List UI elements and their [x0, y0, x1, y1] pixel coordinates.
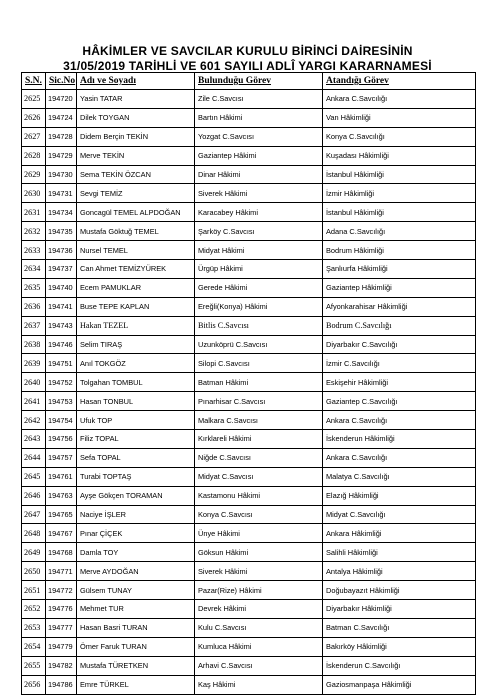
row-sicno: 194761: [46, 467, 77, 486]
row-sicno: 194731: [46, 184, 77, 203]
row-sicno: 194757: [46, 448, 77, 467]
row-sn: 2652: [22, 600, 46, 619]
appointments-table: [21, 72, 476, 695]
row-assigned-post: İskenderun C.Savcılığı: [323, 656, 476, 675]
row-current-post: Yozgat C.Savcısı: [195, 127, 323, 146]
row-name: Filiz TOPAL: [77, 430, 195, 449]
row-name: Ömer Faruk TURAN: [77, 637, 195, 656]
row-sicno: 194746: [46, 335, 77, 354]
row-current-post: Devrek Hâkimi: [195, 600, 323, 619]
row-sicno: 194771: [46, 562, 77, 581]
row-sn: 2649: [22, 543, 46, 562]
row-current-post: Midyat Hâkimi: [195, 241, 323, 260]
row-sn: 2633: [22, 241, 46, 260]
table-row: [22, 448, 476, 467]
row-assigned-post: Malatya C.Savcılığı: [323, 467, 476, 486]
row-name: Mehmet TUR: [77, 600, 195, 619]
row-sicno: 194765: [46, 505, 77, 524]
row-current-post: Batman Hâkimi: [195, 373, 323, 392]
row-assigned-post: İstanbul Hâkimliği: [323, 165, 476, 184]
table-row: [22, 316, 476, 335]
row-sicno: 194728: [46, 127, 77, 146]
table-row: [22, 203, 476, 222]
row-sn: 2654: [22, 637, 46, 656]
row-sn: 2627: [22, 127, 46, 146]
row-name: Turabi TOPTAŞ: [77, 467, 195, 486]
table-row: [22, 430, 476, 449]
row-sicno: 194776: [46, 600, 77, 619]
table-row: [22, 260, 476, 279]
row-current-post: Konya C.Savcısı: [195, 505, 323, 524]
row-sicno: 194782: [46, 656, 77, 675]
row-name: Yasin TATAR: [77, 90, 195, 109]
row-sicno: 194734: [46, 203, 77, 222]
row-current-post: Şarköy C.Savcısı: [195, 222, 323, 241]
row-current-post: Ereğli(Konya) Hâkimi: [195, 297, 323, 316]
row-assigned-post: Adana C.Savcılığı: [323, 222, 476, 241]
row-sn: 2655: [22, 656, 46, 675]
row-name: Buse TEPE KAPLAN: [77, 297, 195, 316]
row-assigned-post: Kuşadası Hâkimliği: [323, 146, 476, 165]
row-sn: 2644: [22, 448, 46, 467]
row-assigned-post: Afyonkarahisar Hâkimliği: [323, 297, 476, 316]
row-sn: 2650: [22, 562, 46, 581]
row-name: Emre TÜRKEL: [77, 675, 195, 694]
table-row: [22, 297, 476, 316]
row-assigned-post: Ankara C.Savcılığı: [323, 90, 476, 109]
table-row: [22, 618, 476, 637]
row-current-post: Kaş Hâkimi: [195, 675, 323, 694]
row-name: Mustafa TÜRETKEN: [77, 656, 195, 675]
row-current-post: Kumluca Hâkimi: [195, 637, 323, 656]
row-current-post: Pınarhisar C.Savcısı: [195, 392, 323, 411]
row-sn: 2651: [22, 581, 46, 600]
row-current-post: Uzunköprü C.Savcısı: [195, 335, 323, 354]
row-sicno: 194779: [46, 637, 77, 656]
row-assigned-post: Bodrum Hâkimliği: [323, 241, 476, 260]
table-body: [22, 90, 476, 695]
row-name: Pınar ÇİÇEK: [77, 524, 195, 543]
row-assigned-post: Diyarbakır C.Savcılığı: [323, 335, 476, 354]
row-current-post: Pazar(Rize) Hâkimi: [195, 581, 323, 600]
row-name: Mustafa Göktuğ TEMEL: [77, 222, 195, 241]
row-assigned-post: Salihli Hâkimliği: [323, 543, 476, 562]
row-assigned-post: İzmir Hâkimliği: [323, 184, 476, 203]
row-sicno: 194730: [46, 165, 77, 184]
row-sn: 2626: [22, 108, 46, 127]
row-name: Ecem PAMUKLAR: [77, 278, 195, 297]
row-sicno: 194756: [46, 430, 77, 449]
row-sicno: 194754: [46, 411, 77, 430]
row-sn: 2634: [22, 260, 46, 279]
row-assigned-post: Eskişehir Hâkimliği: [323, 373, 476, 392]
title-line-1: HÂKİMLER VE SAVCILAR KURULU BİRİNCİ DAİRESİNİN: [82, 44, 413, 58]
row-name: Anıl TOKGÖZ: [77, 354, 195, 373]
table-row: [22, 637, 476, 656]
table-row: [22, 600, 476, 619]
row-current-post: Göksun Hâkimi: [195, 543, 323, 562]
table-row: [22, 146, 476, 165]
title-line-2: 31/05/2019 TARİHLİ VE 601 SAYILI ADLÎ YARGI KARARNAMESİ: [63, 59, 432, 73]
row-current-post: Gerede Hâkimi: [195, 278, 323, 297]
row-assigned-post: Gaziantep C.Savcılığı: [323, 392, 476, 411]
row-current-post: Gaziantep Hâkimi: [195, 146, 323, 165]
row-sicno: 194743: [46, 316, 77, 335]
row-sicno: 194768: [46, 543, 77, 562]
row-name: Tolgahan TOMBUL: [77, 373, 195, 392]
row-sn: 2640: [22, 373, 46, 392]
row-current-post: Malkara C.Savcısı: [195, 411, 323, 430]
header-name: Adı ve Soyadı: [77, 73, 195, 90]
row-current-post: Ürgüp Hâkimi: [195, 260, 323, 279]
row-current-post: Bartın Hâkimi: [195, 108, 323, 127]
table-row: [22, 373, 476, 392]
row-assigned-post: Bakırköy Hâkimliği: [323, 637, 476, 656]
row-assigned-post: Gaziantep Hâkimliği: [323, 278, 476, 297]
row-assigned-post: Antalya Hâkimliği: [323, 562, 476, 581]
row-sn: 2639: [22, 354, 46, 373]
row-sicno: 194737: [46, 260, 77, 279]
row-sn: 2642: [22, 411, 46, 430]
row-current-post: Ünye Hâkimi: [195, 524, 323, 543]
table-row: [22, 486, 476, 505]
row-name: Can Ahmet TEMİZYÜREK: [77, 260, 195, 279]
row-assigned-post: İzmir C.Savcılığı: [323, 354, 476, 373]
row-assigned-post: Batman C.Savcılığı: [323, 618, 476, 637]
row-name: Naciye İŞLER: [77, 505, 195, 524]
row-sn: 2629: [22, 165, 46, 184]
row-name: Didem Berçin TEKİN: [77, 127, 195, 146]
row-name: Ufuk TOP: [77, 411, 195, 430]
row-name: Hasan TONBUL: [77, 392, 195, 411]
row-sn: 2646: [22, 486, 46, 505]
table-row: [22, 222, 476, 241]
row-sn: 2625: [22, 90, 46, 109]
row-sn: 2645: [22, 467, 46, 486]
row-sicno: 194763: [46, 486, 77, 505]
table-row: [22, 184, 476, 203]
table-row: [22, 581, 476, 600]
row-sicno: 194729: [46, 146, 77, 165]
row-sn: 2630: [22, 184, 46, 203]
row-sn: 2638: [22, 335, 46, 354]
table-row: [22, 354, 476, 373]
row-assigned-post: Elazığ Hâkimliği: [323, 486, 476, 505]
row-name: Hasan Basri TURAN: [77, 618, 195, 637]
row-current-post: Arhavi C.Savcısı: [195, 656, 323, 675]
row-sn: 2647: [22, 505, 46, 524]
row-name: Goncagül TEMEL ALPDOĞAN: [77, 203, 195, 222]
table-row: [22, 543, 476, 562]
row-name: Merve AYDOĞAN: [77, 562, 195, 581]
row-name: Sevgi TEMİZ: [77, 184, 195, 203]
document-title: [0, 44, 495, 74]
row-assigned-post: Ankara Hâkimliği: [323, 524, 476, 543]
table-row: [22, 505, 476, 524]
header-current-post: Bulunduğu Görev: [195, 73, 323, 90]
row-sn: 2637: [22, 316, 46, 335]
row-sicno: 194741: [46, 297, 77, 316]
row-sicno: 194740: [46, 278, 77, 297]
table-row: [22, 165, 476, 184]
table-row: [22, 278, 476, 297]
row-current-post: Karacabey Hâkimi: [195, 203, 323, 222]
table-row: [22, 562, 476, 581]
table-row: [22, 675, 476, 694]
row-sn: 2643: [22, 430, 46, 449]
row-current-post: Niğde C.Savcısı: [195, 448, 323, 467]
row-sn: 2656: [22, 675, 46, 694]
row-sicno: 194735: [46, 222, 77, 241]
row-sicno: 194724: [46, 108, 77, 127]
header-sn: S.N.: [22, 73, 46, 90]
row-assigned-post: Ankara C.Savcılığı: [323, 411, 476, 430]
row-sn: 2628: [22, 146, 46, 165]
row-sicno: 194752: [46, 373, 77, 392]
table-row: [22, 335, 476, 354]
row-current-post: Zile C.Savcısı: [195, 90, 323, 109]
row-assigned-post: Ankara C.Savcılığı: [323, 448, 476, 467]
row-sn: 2636: [22, 297, 46, 316]
row-sicno: 194772: [46, 581, 77, 600]
row-sicno: 194786: [46, 675, 77, 694]
table-row: [22, 524, 476, 543]
row-assigned-post: Doğubayazıt Hâkimliği: [323, 581, 476, 600]
row-name: Sefa TOPAL: [77, 448, 195, 467]
table-row: [22, 108, 476, 127]
header-sicno: Sic.No: [46, 73, 77, 90]
row-current-post: Kulu C.Savcısı: [195, 618, 323, 637]
row-current-post: Bitlis C.Savcısı: [195, 316, 323, 335]
row-name: Ayşe Gökçen TORAMAN: [77, 486, 195, 505]
table-row: [22, 127, 476, 146]
row-sn: 2653: [22, 618, 46, 637]
table-header-row: [22, 73, 476, 90]
row-assigned-post: Diyarbakır Hâkimliği: [323, 600, 476, 619]
row-sicno: 194767: [46, 524, 77, 543]
row-sicno: 194751: [46, 354, 77, 373]
row-assigned-post: Midyat C.Savcılığı: [323, 505, 476, 524]
table-row: [22, 656, 476, 675]
row-sn: 2631: [22, 203, 46, 222]
row-sicno: 194777: [46, 618, 77, 637]
row-name: Damla TOY: [77, 543, 195, 562]
header-assigned-post: Atandığı Görev: [323, 73, 476, 90]
row-name: Dilek TOYGAN: [77, 108, 195, 127]
row-name: Nursel TEMEL: [77, 241, 195, 260]
row-assigned-post: Gaziosmanpaşa Hâkimliği: [323, 675, 476, 694]
row-current-post: Kastamonu Hâkimi: [195, 486, 323, 505]
row-current-post: Dinar Hâkimi: [195, 165, 323, 184]
row-assigned-post: Konya C.Savcılığı: [323, 127, 476, 146]
row-current-post: Siverek Hâkimi: [195, 562, 323, 581]
row-sicno: 194720: [46, 90, 77, 109]
row-name: Selim TIRAŞ: [77, 335, 195, 354]
row-name: Merve TEKİN: [77, 146, 195, 165]
row-current-post: Silopi C.Savcısı: [195, 354, 323, 373]
row-current-post: Kırklareli Hâkimi: [195, 430, 323, 449]
row-sn: 2632: [22, 222, 46, 241]
row-assigned-post: İskenderun Hâkimliği: [323, 430, 476, 449]
row-current-post: Siverek Hâkimi: [195, 184, 323, 203]
row-assigned-post: İstanbul Hâkimliği: [323, 203, 476, 222]
row-assigned-post: Şanlıurfa Hâkimliği: [323, 260, 476, 279]
row-name: Gülsem TUNAY: [77, 581, 195, 600]
row-sicno: 194736: [46, 241, 77, 260]
table-row: [22, 392, 476, 411]
table-row: [22, 90, 476, 109]
table-row: [22, 241, 476, 260]
table-row: [22, 411, 476, 430]
row-name: Hakan TEZEL: [77, 316, 195, 335]
row-sicno: 194753: [46, 392, 77, 411]
row-assigned-post: Van Hâkimliği: [323, 108, 476, 127]
row-sn: 2641: [22, 392, 46, 411]
row-assigned-post: Bodrum C.Savcılığı: [323, 316, 476, 335]
row-sn: 2635: [22, 278, 46, 297]
table-row: [22, 467, 476, 486]
row-sn: 2648: [22, 524, 46, 543]
row-current-post: Midyat C.Savcısı: [195, 467, 323, 486]
row-name: Sema TEKİN ÖZCAN: [77, 165, 195, 184]
